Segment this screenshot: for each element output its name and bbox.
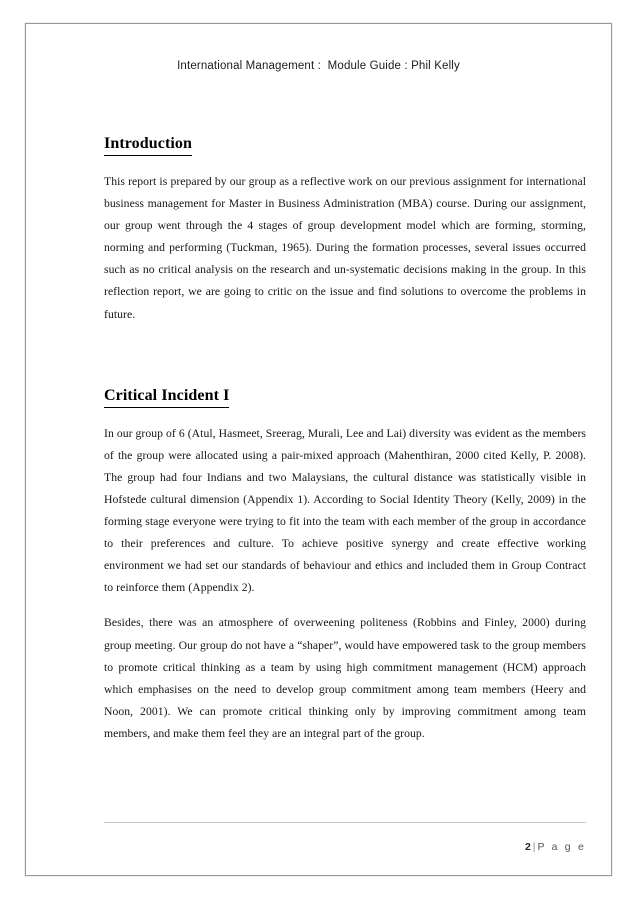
document-body [104,134,586,745]
footer-page-number: 2 [524,841,531,853]
spacer [104,408,586,423]
section-introduction [104,134,586,156]
section-critical-incident-i [104,386,586,408]
footer-page-indicator [104,829,586,865]
paragraph-critical-incident-2: Besides, there was an atmosphere of overweening politeness (Robbins and Finley, 2000) during group meeting. Our group do not have a “shaper”, would have empowered task to the group members to promote critical thinking as a team by using high commitment management (HCM) approach which emphasises on the need to develop group commitment among team members (Heery and Noon, 2001). We can promote critical thinking only by improving commitment among team members, and make them feel they are an integral part of the group. [104,616,586,740]
footer-divider [104,822,586,823]
spacer [104,156,586,171]
footer-page-word: P a g e [537,841,586,853]
paragraph-critical-incident-1: In our group of 6 (Atul, Hasmeet, Sreerag, Murali, Lee and Lai) diversity was evident as the members of the group were allocated using a pair-mixed approach (Mahenthiran, 2000 cited Kelly, P. 2008). The group had four Indians and two Malaysians, the cultural distance was statistically visible in Hofstede cultural dimension (Appendix 1). According to Social Identity Theory (Kelly, 2009) in the forming stage everyone were trying to fit into the team with each member of the group in accordance to their preferences and culture. To achieve positive synergy and create effective working environment we had set our standards of behaviour and ethics and included them in Group Contract to reinforce them (Appendix 2). [104,426,586,595]
spacer [104,599,586,612]
footer-separator: | [532,841,536,853]
heading-introduction: Introduction [104,134,192,156]
heading-critical-incident-i: Critical Incident I [104,386,229,408]
document-footer [104,822,586,865]
spacer [104,326,586,386]
running-header: International Management : Module Guide : Phil Kelly [177,60,460,72]
page-frame [25,23,612,876]
paragraph-introduction-1: This report is prepared by our group as a reflective work on our previous assignment for international business management for Master in Business Administration (MBA) course. During our assignment, our group went through the 4 stages of group development model which are forming, storming, norming and performing (Tuckman, 1965). During the formation processes, several issues occurred such as no critical analysis on the research and un-systematic decisions making in the group. In this reflection report, we are going to critic on the issue and find solutions to overcome the problems in future. [104,175,586,321]
